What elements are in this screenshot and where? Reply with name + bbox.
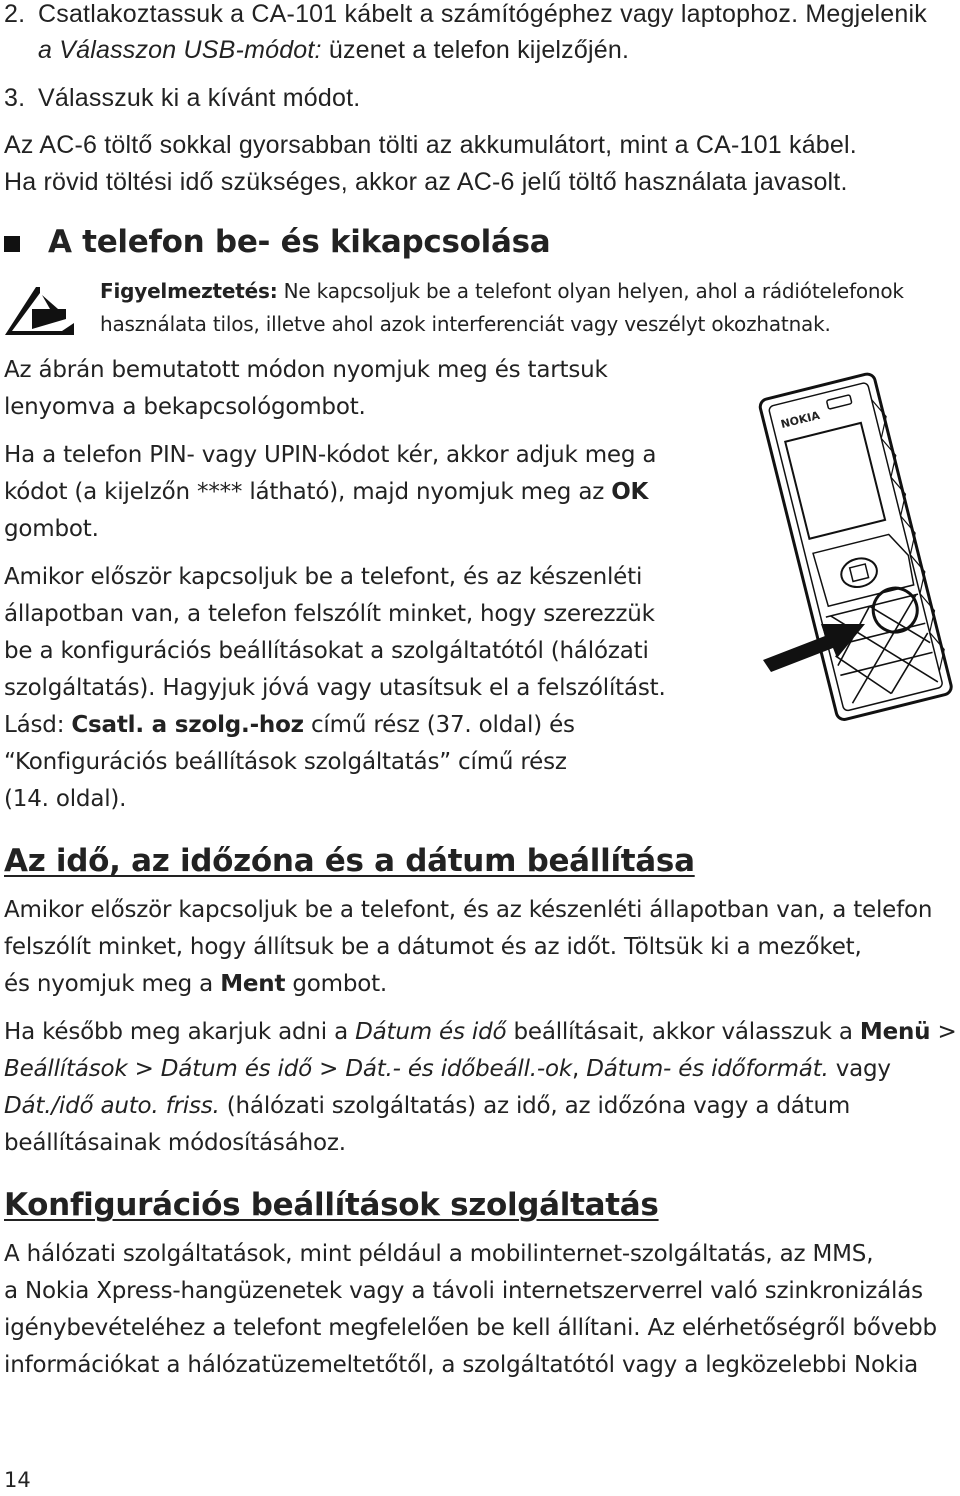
- power-p2-line-3: gombot.: [4, 516, 99, 542]
- warning-line-2: használata tilos, illetve ahol azok interferenciát vagy veszélyt okozhatnak.: [100, 312, 831, 336]
- page-number: 14: [4, 1468, 31, 1492]
- section-bullet: [4, 236, 20, 252]
- config-line-4: információkat a hálózatüzemeltetőtől, a szolgáltatótól vagy a legközelebbi Nokia: [4, 1352, 919, 1378]
- step-3-text: Válasszuk ki a kívánt módot.: [38, 84, 361, 112]
- time-p2-line-3: Dát./idő auto. friss. (hálózati szolgáltatás) az idő, az időzóna vagy a dátum: [4, 1093, 851, 1119]
- power-p3-line-3: be a konfigurációs beállításokat a szolgáltatótól (hálózati: [4, 638, 649, 664]
- power-p1-line-1: Az ábrán bemutatott módon nyomjuk meg és tartsuk: [4, 357, 608, 383]
- charger-note-line-2: Ha rövid töltési idő szükséges, akkor az AC-6 jelű töltő használata javasolt.: [4, 168, 848, 196]
- warning-line-1: Figyelmeztetés: Ne kapcsoljuk be a telefont olyan helyen, ahol a rádiótelefonok: [100, 279, 904, 303]
- charger-note-line-1: Az AC-6 töltő sokkal gyorsabban tölti az akkumulátort, mint a CA-101 kábel.: [4, 131, 857, 159]
- power-p3-line-2: állapotban van, a telefon felszólít minket, hogy szerezzük: [4, 601, 655, 627]
- power-p3-line-1: Amikor először kapcsoljuk be a telefont, és az készenléti: [4, 564, 643, 590]
- power-p2-line-2: kódot (a kijelzőn **** látható), majd nyomjuk meg az OK: [4, 479, 649, 505]
- warning-icon: [2, 283, 76, 339]
- step-3-number: 3.: [4, 84, 26, 112]
- step-2-number: 2.: [4, 0, 26, 28]
- config-line-1: A hálózati szolgáltatások, mint például a mobilinternet-szolgáltatás, az MMS,: [4, 1241, 874, 1267]
- time-p1-line-3: és nyomjuk meg a Ment gombot.: [4, 971, 388, 997]
- power-p3-line-4: szolgáltatás). Hagyjuk jóvá vagy utasítsuk el a felszólítást.: [4, 675, 666, 701]
- step-2-line-1: Csatlakoztassuk a CA-101 kábelt a számítógéphez vagy laptophoz. Megjelenik: [38, 0, 927, 28]
- usb-mode-message: a Válasszon USB-módot:: [38, 36, 322, 64]
- config-line-2: a Nokia Xpress-hangüzenetek vagy a távoli internetszerverrel való szinkronizálás: [4, 1278, 923, 1304]
- time-section-heading: Az idő, az időzóna és a dátum beállítása: [4, 843, 695, 879]
- time-p2-line-1: Ha később meg akarjuk adni a Dátum és idő beállításait, akkor válasszuk a Menü >: [4, 1019, 957, 1045]
- config-line-3: igénybevételéhez a telefont megfelelően be kell állítani. Az elérhetőségről bővebb: [4, 1315, 937, 1341]
- power-p2-line-1: Ha a telefon PIN- vagy UPIN-kódot kér, akkor adjuk meg a: [4, 442, 657, 468]
- ok-key-label: OK: [611, 479, 649, 505]
- csatl-reference: Csatl. a szolg.-hoz: [71, 712, 304, 738]
- ment-key-label: Ment: [220, 971, 286, 997]
- phone-power-illustration: [755, 368, 955, 728]
- phone-brand-text: NOKIA: [779, 408, 822, 432]
- power-p1-line-2: lenyomva a bekapcsológombot.: [4, 394, 366, 420]
- power-p3-line-5: Lásd: Csatl. a szolg.-hoz című rész (37. oldal) és: [4, 712, 575, 738]
- time-p2-line-2: Beállítások > Dátum és idő > Dát.- és időbeáll.-ok, Dátum- és időformát. vagy: [4, 1056, 891, 1082]
- power-p3-line-7: (14. oldal).: [4, 786, 127, 812]
- time-p1-line-1: Amikor először kapcsoljuk be a telefont, és az készenléti állapotban van, a telefon: [4, 897, 933, 923]
- time-p1-line-2: felszólít minket, hogy állítsuk be a dátumot és az időt. Töltsük ki a mezőket,: [4, 934, 862, 960]
- menu-label: Menü: [859, 1019, 931, 1045]
- config-section-heading: Konfigurációs beállítások szolgáltatás: [4, 1187, 659, 1223]
- power-section-heading: A telefon be- és kikapcsolása: [48, 224, 551, 260]
- step-2-line-2: a Válasszon USB-módot: üzenet a telefon kijelzőjén.: [38, 36, 630, 64]
- time-p2-line-4: beállításainak módosításához.: [4, 1130, 346, 1156]
- warning-label: Figyelmeztetés:: [100, 279, 278, 303]
- power-p3-line-6: “Konfigurációs beállítások szolgáltatás” című rész: [4, 749, 567, 775]
